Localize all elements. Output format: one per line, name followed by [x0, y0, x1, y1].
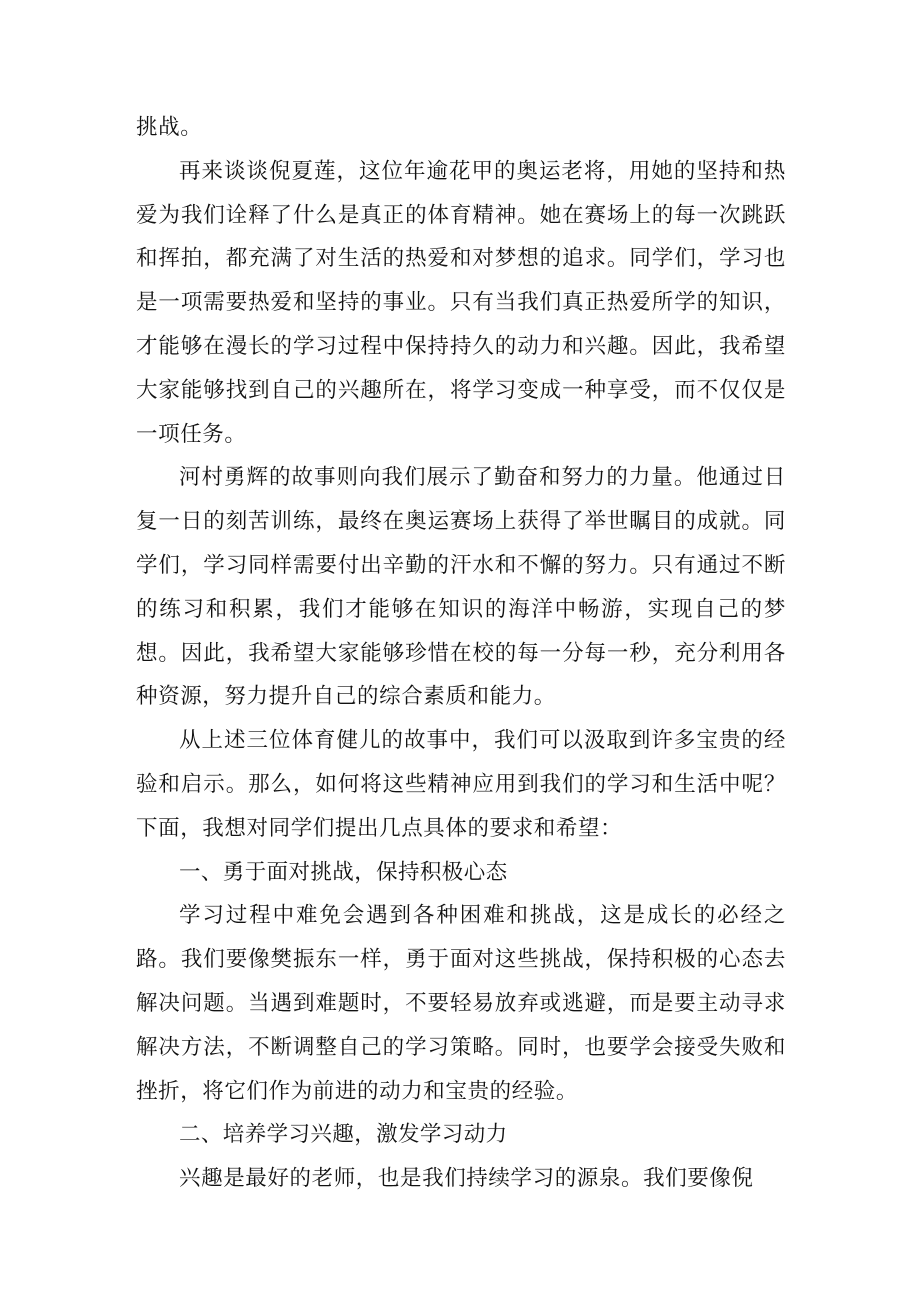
document-body	[136, 106, 786, 1201]
paragraph-kawamura-yuki: 河村勇辉的故事则向我们展示了勤奋和努力的力量。他通过日复一日的刻苦训练，最终在奥运赛场上获得了举世瞩目的成就。同学们，学习同样需要付出辛勤的汗水和不懈的努力。只有通过不断的练习和积累，我们才能够在知识的海洋中畅游，实现自己的梦想。因此，我希望大家能够珍惜在校的每一分每一秒，充分利用各种资源，努力提升自己的综合素质和能力。	[136, 465, 786, 710]
section-heading-1: 一、勇于面对挑战，保持积极心态	[179, 859, 508, 885]
paragraph-ni-xialian: 再来谈谈倪夏莲，这位年逾花甲的奥运老将，用她的坚持和热爱为我们诠释了什么是真正的体育精神。她在赛场上的每一次跳跃和挥拍，都充满了对生活的热爱和对梦想的追求。同学们，学习也是一项需要热爱和坚持的事业。只有当我们真正热爱所学的知识，才能够在漫长的学习过程中保持持久的动力和兴趣。因此，我希望大家能够找到自己的兴趣所在，将学习变成一种享受，而不仅仅是一项任务。	[136, 158, 786, 447]
paragraph-interest: 兴趣是最好的老师，也是我们持续学习的源泉。我们要像倪	[179, 1166, 754, 1192]
paragraph-face-challenges: 学习过程中难免会遇到各种困难和挑战，这是成长的必经之路。我们要像樊振东一样，勇于面对这些挑战，保持积极的心态去解决问题。当遇到难题时，不要轻易放弃或逃避，而是要主动寻求解决方法，不断调整自己的学习策略。同时，也要学会接受失败和挫折，将它们作为前进的动力和宝贵的经验。	[136, 903, 786, 1104]
paragraph-requirements-intro: 从上述三位体育健儿的故事中，我们可以汲取到许多宝贵的经验和启示。那么，如何将这些精神应用到我们的学习和生活中呢？下面，我想对同学们提出几点具体的要求和希望：	[136, 728, 786, 841]
paragraph-continuation: 挑战。	[136, 115, 203, 140]
section-heading-2: 二、培养学习兴趣，激发学习动力	[179, 1122, 508, 1148]
